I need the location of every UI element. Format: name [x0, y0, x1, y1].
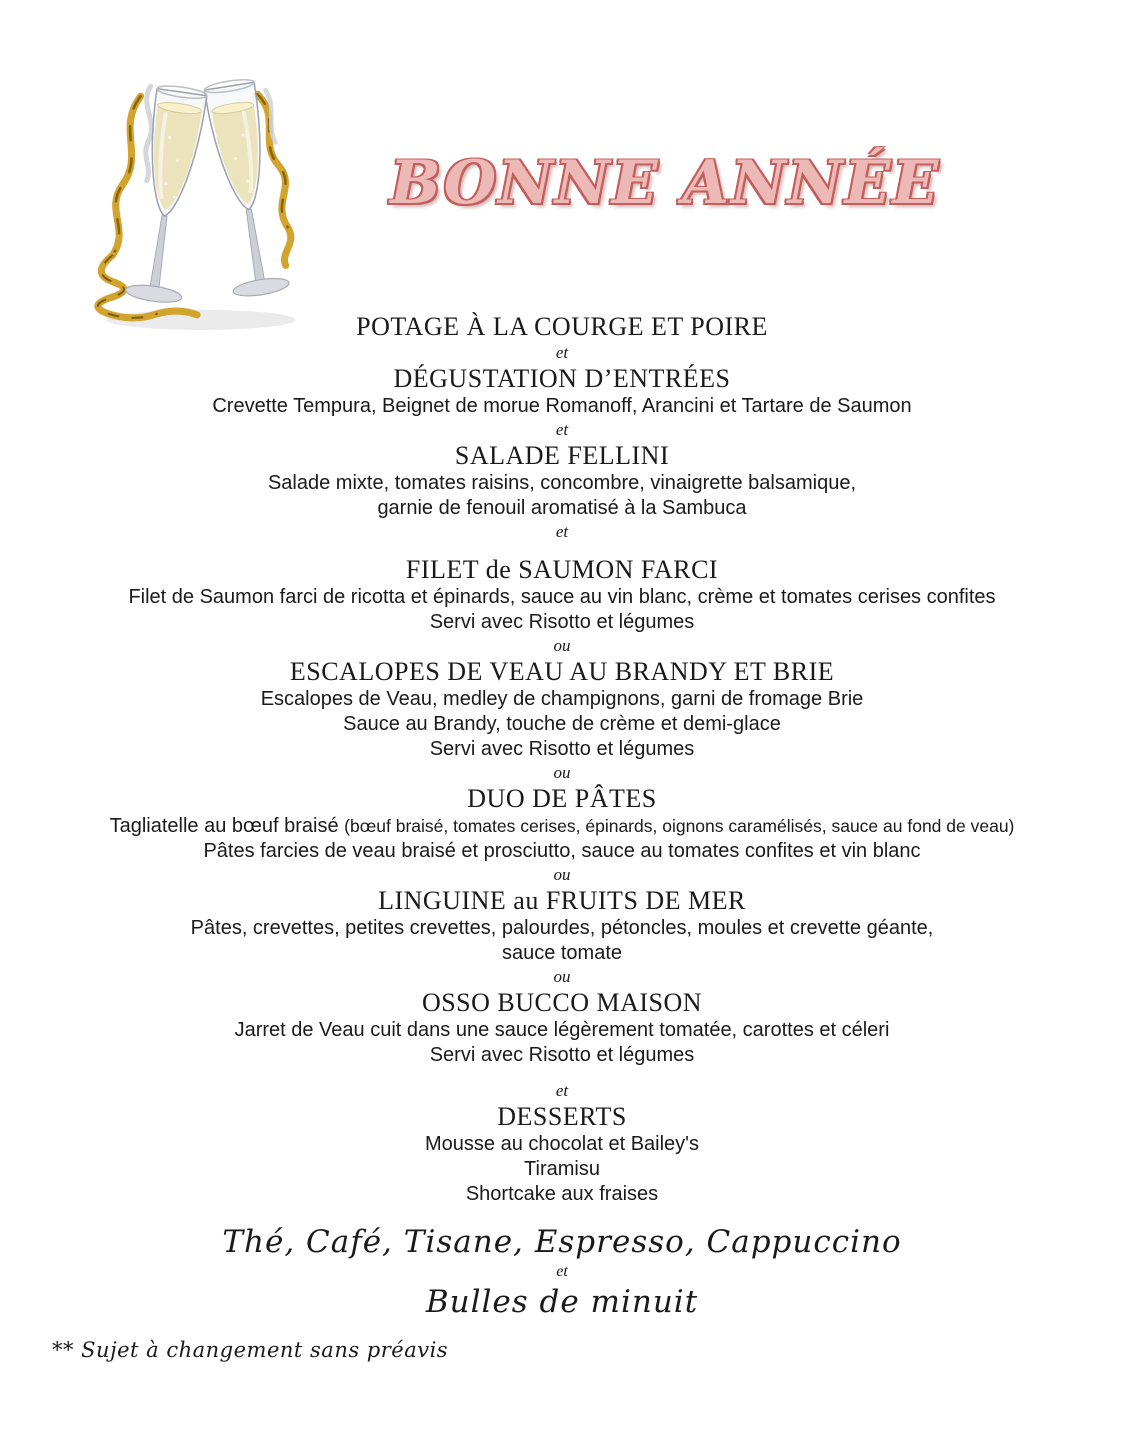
course-desc-osso-2: Servi avec Risotto et légumes — [429, 1044, 695, 1066]
course-heading-escalopes: ESCALOPES DE VEAU AU BRANDY ET BRIE — [289, 657, 835, 686]
separator-ou: ou — [553, 865, 571, 884]
beverages-list: Thé, Café, Tisane, Espresso, Cappuccino — [222, 1224, 902, 1260]
course-desc-linguine-1: Pâtes, crevettes, petites crevettes, palourdes, pétoncles, moules et crevette géante, — [190, 917, 934, 939]
separator-et: et — [555, 1081, 569, 1100]
course-desc-filet-1: Filet de Saumon farci de ricotta et épinards, sauce au vin blanc, crème et tomates cerises confites — [128, 586, 996, 608]
course-desc-escalopes-2: Sauce au Brandy, touche de crème et demi-glace — [343, 713, 781, 735]
dessert-item-2: Tiramisu — [524, 1158, 600, 1180]
course-desc-linguine-2: sauce tomate — [501, 942, 623, 964]
course-desc-escalopes-3: Servi avec Risotto et légumes — [429, 738, 695, 760]
course-heading-potage: POTAGE À LA COURGE ET POIRE — [356, 312, 768, 341]
page-title: BONNE ANNÉE — [390, 148, 941, 218]
course-heading-degustation: DÉGUSTATION D’ENTRÉES — [393, 364, 731, 393]
course-heading-linguine: LINGUINE au FRUITS DE MER — [378, 886, 746, 915]
course-desc-escalopes-1: Escalopes de Veau, medley de champignons, garni de fromage Brie — [260, 688, 864, 710]
course-desc-duo-2: Pâtes farcies de veau braisé et prosciutto, sauce au tomates confites et vin blanc — [203, 840, 921, 862]
course-desc-osso-1: Jarret de Veau cuit dans une sauce légèrement tomatée, carottes et céleri — [234, 1019, 890, 1041]
course-desc-salade-2: garnie de fenouil aromatisé à la Sambuca — [377, 497, 747, 519]
course-desc-duo-main: Tagliatelle au bœuf braisé — [109, 815, 345, 837]
course-heading-filet-saumon: FILET de SAUMON FARCI — [405, 555, 719, 584]
course-desc-degustation: Crevette Tempura, Beignet de morue Romanoff, Arancini et Tartare de Saumon — [212, 395, 912, 417]
menu-body — [0, 312, 1124, 1207]
separator-ou: ou — [553, 763, 571, 782]
separator-et: et — [555, 522, 569, 541]
separator-et: et — [556, 1263, 568, 1280]
midnight-bubbles: Bulles de minuit — [425, 1284, 699, 1320]
course-heading-desserts: DESSERTS — [497, 1102, 627, 1131]
course-desc-duo-1 — [0, 814, 1124, 839]
dessert-item-3: Shortcake aux fraises — [465, 1183, 659, 1205]
footnote: ** Sujet à changement sans préavis — [52, 1338, 449, 1362]
separator-ou: ou — [553, 967, 571, 986]
separator-ou: ou — [553, 636, 571, 655]
champagne-glasses-image — [78, 66, 310, 336]
course-heading-duo-pates: DUO DE PÂTES — [467, 784, 657, 813]
course-heading-osso-bucco: OSSO BUCCO MAISON — [421, 988, 703, 1017]
beverages-block — [0, 1222, 1124, 1322]
dessert-item-1: Mousse au chocolat et Bailey's — [425, 1133, 699, 1155]
separator-et: et — [555, 343, 569, 362]
course-heading-salade: SALADE FELLINI — [454, 441, 670, 470]
separator-et: et — [555, 420, 569, 439]
course-desc-duo-paren: (bœuf braisé, tomates cerises, épinards, oignons caramélisés, sauce au fond de veau) — [344, 816, 1015, 836]
course-desc-salade-1: Salade mixte, tomates raisins, concombre, vinaigrette balsamique, — [267, 472, 857, 494]
course-desc-filet-2: Servi avec Risotto et légumes — [429, 611, 695, 633]
